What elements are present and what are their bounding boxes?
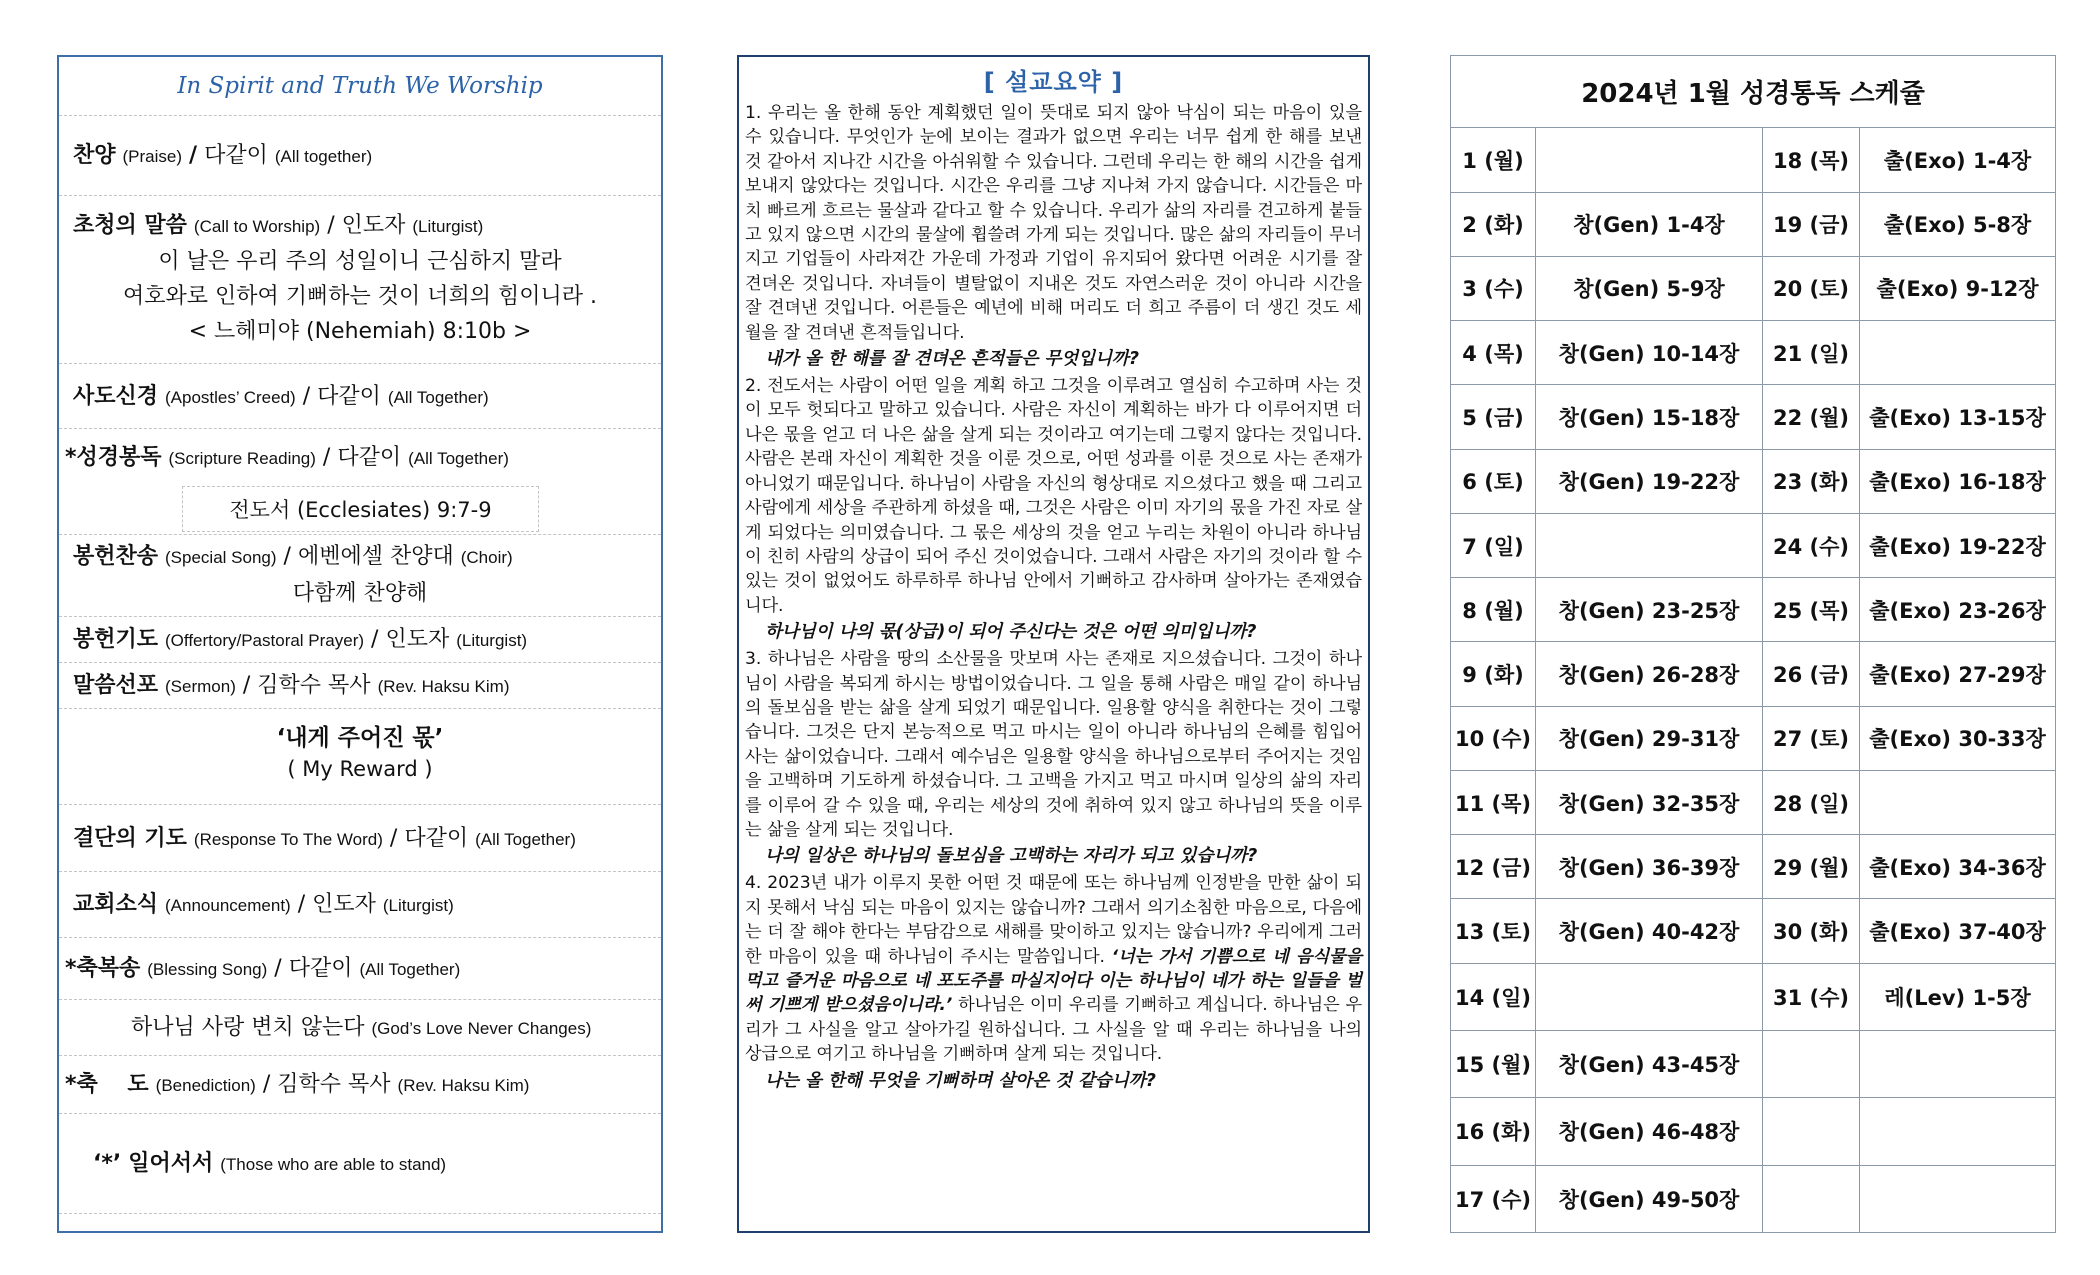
- schedule-reading-left: 창(Gen) 46-48장: [1536, 1098, 1763, 1165]
- schedule-reading-left: 창(Gen) 15-18장: [1536, 385, 1763, 449]
- schedule-row: [1451, 706, 2056, 770]
- stand-en: (Those who are able to stand): [220, 1155, 447, 1174]
- schedule-row: [1451, 963, 2056, 1030]
- schedule-day-right: 22 (월): [1763, 385, 1860, 449]
- reading-row: [59, 429, 661, 486]
- sermon-who-en: (Rev. Haksu Kim): [377, 677, 510, 696]
- p4-intro: 4. 2023년 내가 이루지 못한 어떤 것 때문에 또는 하나님께 인정받을 만한 삶이 되지 못해서 낙심 되는 마음이 있지는 않습니까? 그래서 의기소침한 마음으로, 다음에는 더 잘 해야 한다는 부담감으로 새해를 맞이하고 있지는 않습니까? 우리에게 그러한 마음이 있을 때 하나님이 주시는 말씀입니다.: [745, 873, 1362, 967]
- special-who-ko: 에벤에셀 찬양대: [297, 544, 454, 569]
- schedule-day-right: 29 (월): [1763, 835, 1860, 899]
- schedule-table: [1450, 55, 2056, 1233]
- summary-paragraph-2: 2. 전도서는 사람이 어떤 일을 계획 하고 그것을 이루려고 열심히 수고하며 사는 것이 모두 헛되다고 말하고 있습니다. 사람은 자신이 계획하는 바가 다 이루어지면 더 나은 몫을 얻고 더 나은 삶을 살게 되는 것이라고 여기는데 그렇지 않다는 것입니다. 사람은 본래 자신이 계획한 것을 이룬 것으로, 어떤 성과를 이룬 것으로 사는 존재가 아니었기 때문입니다. 하나님이 사람을 자신의 형상대로 지으셨다고 했을 때 그리고 사람에게 세상을 주관하게 하셨을 때, 그것은 사람은 이미 자기의 몫을 가진 자로 살게 되었다는 의미였습니다. 그 몫은 세상의 것을 얻고 누리는 차원이 아니라 하나님이 친히 사람의 상급이 되어 주신 것이었습니다. 그래서 사람은 자기의 것이라 할 수 있는 것이 없었어도 하루하루 하나님 안에서 기뻐하고 감사하며 살아가는 존재였습니다.: [745, 376, 1362, 616]
- schedule-reading-right: 출(Exo) 16-18장: [1860, 449, 2056, 513]
- schedule-day-right: 25 (목): [1763, 578, 1860, 642]
- blessing-song-en: (God’s Love Never Changes): [371, 1019, 592, 1038]
- schedule-reading-right: [1860, 1098, 2056, 1165]
- special-ko: 봉헌찬송: [73, 544, 159, 569]
- schedule-reading-right: [1860, 1165, 2056, 1232]
- reading-ko: *성경봉독: [65, 445, 162, 470]
- schedule-reading-left: 창(Gen) 23-25장: [1536, 578, 1763, 642]
- call-en: (Call to Worship): [193, 217, 321, 236]
- schedule-reading-left: 창(Gen) 36-39장: [1536, 835, 1763, 899]
- schedule-day-right: 30 (화): [1763, 899, 1860, 963]
- creed-en: (Apostles’ Creed): [165, 388, 296, 407]
- offertory-row: [59, 617, 661, 663]
- offertory-sep: /: [371, 627, 379, 652]
- schedule-reading-right: [1860, 770, 2056, 834]
- offertory-who-ko: 인도자: [385, 627, 450, 652]
- summary-paragraph-3: 3. 하나님은 사람을 땅의 소산물을 맛보며 사는 존재로 지으셨습니다. 그것이 하나님이 사람을 복되게 하시는 방법이었습니다. 그 일을 통해 사람은 매일 같이 하나님의 돌보심을 받는 삶을 살게 되었기 때문입니다. 일용할 양식을 취한다는 것이 그렇습니다. 그것은 단지 본능적으로 먹고 마시는 일이 아니라 하나님의 은혜를 힘입어 사는 삶이었습니다. 그래서 예수님은 일용할 양식을 하나님으로부터 주어지는 것임을 고백하며 기도하게 하셨습니다. 그 고백을 가지고 먹고 마시며 일상의 삶의 자리를 이루어 갈 수 있을 때, 우리는 세상의 것에 취하여 있지 않고 하나님의 뜻을 이루는 삶을 살게 되는 것입니다.: [745, 649, 1362, 840]
- schedule-day-left: 7 (일): [1451, 513, 1536, 577]
- schedule-day-left: 6 (토): [1451, 449, 1536, 513]
- passage-ko: 전도서: [229, 498, 291, 522]
- praise-who-ko: 다같이: [204, 143, 268, 168]
- announce-en: (Announcement): [165, 896, 291, 915]
- stand-ko: 일어서서: [128, 1151, 214, 1176]
- schedule-day-left: 9 (화): [1451, 642, 1536, 706]
- reading-sep: /: [322, 445, 331, 470]
- announce-ko: 교회소식: [73, 892, 159, 917]
- schedule-row: [1451, 770, 2056, 834]
- schedule-reading-left: 창(Gen) 5-9장: [1536, 256, 1763, 320]
- schedule-row: [1451, 192, 2056, 256]
- call-who-ko: 인도자: [341, 213, 406, 238]
- benediction-en: (Benediction): [155, 1076, 256, 1095]
- schedule-reading-right: 출(Exo) 23-26장: [1860, 578, 2056, 642]
- offertory-en: (Offertory/Pastoral Prayer): [165, 631, 365, 650]
- schedule-reading-right: [1860, 321, 2056, 385]
- sermon-row: [59, 663, 661, 709]
- sermon-summary: [737, 55, 1370, 1233]
- stand-mark: ‘*’: [93, 1151, 122, 1176]
- sermon-ko: 말씀선포: [73, 673, 159, 698]
- call-row: [59, 196, 661, 364]
- schedule-day-right: [1763, 1098, 1860, 1165]
- special-en: (Special Song): [165, 548, 277, 567]
- schedule-row: [1451, 128, 2056, 192]
- reading-en: (Scripture Reading): [168, 449, 316, 468]
- schedule-day-left: 14 (일): [1451, 963, 1536, 1030]
- schedule-day-left: 4 (목): [1451, 321, 1536, 385]
- offertory-ko: 봉헌기도: [73, 627, 159, 652]
- blessing-song-ko: 하나님 사랑 변치 않는다: [131, 1015, 365, 1040]
- schedule-day-right: [1763, 1031, 1860, 1098]
- schedule-reading-right: 출(Exo) 27-29장: [1860, 642, 2056, 706]
- summary-question-3: 나의 일상은 하나님의 돌보심을 고백하는 자리가 되고 있습니까?: [765, 846, 1258, 867]
- schedule-reading-right: 출(Exo) 37-40장: [1860, 899, 2056, 963]
- call-who-en: (Liturgist): [412, 217, 484, 236]
- schedule-day-right: 19 (금): [1763, 192, 1860, 256]
- schedule-reading-right: 출(Exo) 19-22장: [1860, 513, 2056, 577]
- announce-sep: /: [297, 892, 306, 917]
- schedule-row: [1451, 1031, 2056, 1098]
- sermon-sep: /: [242, 673, 251, 698]
- schedule-reading-left: [1536, 513, 1763, 577]
- call-line-1: 이 날은 우리 주의 성일이니 근심하지 말라: [158, 249, 562, 274]
- blessing-row: [59, 938, 661, 1000]
- reading-who-ko: 다같이: [337, 445, 402, 470]
- summary-paragraph-1: 1. 우리는 올 한해 동안 계획했던 일이 뜻대로 되지 않아 낙심이 되는 마음이 있을 수 있습니다. 무엇인가 눈에 보이는 결과가 없으면 우리는 너무 쉽게 한 해를 보낸 것 같아서 지나간 시간을 아쉬워할 수 있습니다. 그런데 우리는 한 해의 시간을 쉽게 보내지 않았다는 것입니다. 시간은 우리를 그냥 지나쳐 가지 않습니다. 시간들은 마치 빠르게 흐르는 물살과 같다고 할 수 있습니다. 우리가 삶의 자리를 견고하게 붙들고 있지 않으면 시간의 물살에 휩쓸려 가게 되는 것입니다. 많은 삶의 자리들이 무너지고 기업들이 사라져간 가운데 가정과 기업이 유지되어 왔다면 어려운 시기를 잘 견뎌온 것입니다. 자녀들이 별탈없이 지내온 것도 자연스러운 것이 아니라 시간을 잘 견뎌낸 것입니다. 어른들은 예년에 비해 머리도 더 희고 주름이 더 생긴 것도 세월을 잘 견뎌낸 흔적들입니다.: [745, 103, 1362, 343]
- blessing-who-ko: 다같이: [288, 956, 353, 981]
- praise-ko: 찬양: [73, 143, 116, 168]
- praise-who-en: (All together): [274, 147, 373, 166]
- stand-note-row: [59, 1114, 661, 1214]
- schedule-day-left: 17 (수): [1451, 1165, 1536, 1232]
- sermon-who-ko: 김학수 목사: [257, 673, 371, 698]
- schedule-row: [1451, 321, 2056, 385]
- benediction-ko: *축 도: [65, 1072, 149, 1097]
- schedule-day-right: 24 (수): [1763, 513, 1860, 577]
- creed-who-en: (All Together): [387, 388, 489, 407]
- schedule-day-left: 16 (화): [1451, 1098, 1536, 1165]
- passage-en: (Ecclesiates) 9:7-9: [296, 498, 492, 522]
- sermon-title-ko: ‘내게 주어진 몫’: [276, 725, 444, 751]
- schedule-reading-left: 창(Gen) 49-50장: [1536, 1165, 1763, 1232]
- special-song-title: 다함께 찬양해: [292, 581, 428, 606]
- response-en: (Response To The Word): [193, 830, 383, 849]
- response-who-en: (All Together): [475, 830, 576, 849]
- schedule-row: [1451, 1098, 2056, 1165]
- schedule-reading-left: 창(Gen) 40-42장: [1536, 899, 1763, 963]
- schedule-day-left: 15 (월): [1451, 1031, 1536, 1098]
- schedule-day-right: 18 (목): [1763, 128, 1860, 192]
- schedule-row: [1451, 899, 2056, 963]
- creed-who-ko: 다같이: [317, 384, 381, 409]
- schedule-row: [1451, 385, 2056, 449]
- announce-who-en: (Liturgist): [382, 896, 454, 915]
- schedule-day-right: 20 (토): [1763, 256, 1860, 320]
- response-row: [59, 805, 661, 872]
- schedule-day-left: 1 (월): [1451, 128, 1536, 192]
- schedule-reading-right: 출(Exo) 1-4장: [1860, 128, 2056, 192]
- call-sep: /: [327, 213, 335, 238]
- blessing-song-row: [59, 1000, 661, 1056]
- sermon-title-row: [59, 709, 661, 805]
- schedule-reading-left: 창(Gen) 19-22장: [1536, 449, 1763, 513]
- schedule-reading-left: [1536, 128, 1763, 192]
- blessing-ko: *축복송: [65, 956, 141, 981]
- special-song-row: [59, 535, 661, 617]
- schedule-day-left: 2 (화): [1451, 192, 1536, 256]
- schedule-reading-right: 출(Exo) 34-36장: [1860, 835, 2056, 899]
- reading-schedule: [1450, 55, 2055, 1233]
- schedule-day-left: 13 (토): [1451, 899, 1536, 963]
- creed-row: [59, 364, 661, 429]
- schedule-title: 2024년 1월 성경통독 스케쥴: [1451, 56, 2056, 128]
- announcement-row: [59, 872, 661, 938]
- creed-sep: /: [302, 384, 311, 409]
- schedule-reading-left: [1536, 963, 1763, 1030]
- schedule-reading-right: 출(Exo) 9-12장: [1860, 256, 2056, 320]
- sermon-en: (Sermon): [165, 677, 236, 696]
- summary-question-1: 내가 올 한 해를 잘 견뎌온 흔적들은 무엇입니까?: [765, 349, 1139, 370]
- reading-passage-row: [59, 486, 661, 535]
- worship-header: In Spirit and Truth We Worship: [59, 57, 661, 116]
- praise-row: [59, 116, 661, 196]
- schedule-day-left: 3 (수): [1451, 256, 1536, 320]
- benediction-who-ko: 김학수 목사: [277, 1072, 391, 1097]
- p4-conclusion: 하나님은 이미 우리를 기뻐하고 계십니다. 하나님은 우리가 그 사실을 알고 살아가길 원하십니다. 그 사실을 알 때 우리는 하나님을 나의 상급으로 여기고 하나님을 기뻐하며 살게 되는 것입니다.: [745, 995, 1362, 1065]
- schedule-row: [1451, 256, 2056, 320]
- schedule-day-left: 8 (월): [1451, 578, 1536, 642]
- schedule-day-left: 12 (금): [1451, 835, 1536, 899]
- summary-paragraph-4: [745, 871, 1362, 1066]
- schedule-reading-right: 레(Lev) 1-5장: [1860, 963, 2056, 1030]
- reading-passage-box: [182, 486, 539, 532]
- benediction-who-en: (Rev. Haksu Kim): [397, 1076, 530, 1095]
- special-who-en: (Choir): [460, 548, 513, 567]
- blessing-sep: /: [274, 956, 282, 981]
- p4-scripture-quote: ‘너는 가서 기쁨으로 네 음식물을 먹고 즐거운 마음으로 네 포도주를 마실지어다 이는 하나님이 네가 하는 일들을 벌써 기쁘게 받으셨음이니라.’: [745, 946, 1362, 1016]
- special-sep: /: [283, 544, 291, 569]
- summary-question-4: 나는 올 한해 무엇을 기뻐하며 살아온 것 같습니까?: [765, 1070, 1156, 1091]
- blessing-who-en: (All Together): [359, 960, 461, 979]
- praise-sep: /: [189, 143, 198, 168]
- schedule-reading-right: 출(Exo) 13-15장: [1860, 385, 2056, 449]
- schedule-reading-left: 창(Gen) 26-28장: [1536, 642, 1763, 706]
- schedule-day-right: 23 (화): [1763, 449, 1860, 513]
- blessing-en: (Blessing Song): [147, 960, 268, 979]
- response-who-ko: 다같이: [404, 826, 469, 851]
- schedule-day-left: 10 (수): [1451, 706, 1536, 770]
- benediction-row: [59, 1056, 661, 1114]
- call-ko: 초청의 말씀: [73, 213, 187, 238]
- schedule-day-right: 31 (수): [1763, 963, 1860, 1030]
- schedule-day-right: 27 (토): [1763, 706, 1860, 770]
- order-of-worship: [57, 55, 663, 1233]
- schedule-reading-left: 창(Gen) 29-31장: [1536, 706, 1763, 770]
- schedule-row: [1451, 835, 2056, 899]
- schedule-reading-left: 창(Gen) 1-4장: [1536, 192, 1763, 256]
- creed-ko: 사도신경: [73, 384, 159, 409]
- schedule-row: [1451, 642, 2056, 706]
- benediction-sep: /: [262, 1072, 271, 1097]
- schedule-reading-right: 출(Exo) 5-8장: [1860, 192, 2056, 256]
- schedule-reading-right: 출(Exo) 30-33장: [1860, 706, 2056, 770]
- schedule-day-right: 26 (금): [1763, 642, 1860, 706]
- reading-who-en: (All Together): [408, 449, 509, 468]
- sermon-title-en: ( My Reward ): [287, 757, 433, 781]
- response-ko: 결단의 기도: [73, 826, 187, 851]
- schedule-row: [1451, 578, 2056, 642]
- schedule-reading-left: 창(Gen) 43-45장: [1536, 1031, 1763, 1098]
- schedule-day-right: [1763, 1165, 1860, 1232]
- call-reference: < 느헤미야 (Nehemiah) 8:10b >: [188, 319, 532, 344]
- schedule-day-right: 21 (일): [1763, 321, 1860, 385]
- sermon-summary-title: [ 설교요약 ]: [983, 68, 1124, 96]
- praise-en: (Praise): [122, 147, 183, 166]
- response-sep: /: [389, 826, 398, 851]
- schedule-reading-right: [1860, 1031, 2056, 1098]
- schedule-row: [1451, 449, 2056, 513]
- schedule-day-right: 28 (일): [1763, 770, 1860, 834]
- call-line-2: 여호와로 인하여 기뻐하는 것이 너희의 힘이니라 .: [123, 284, 597, 309]
- schedule-day-left: 11 (목): [1451, 770, 1536, 834]
- announce-who-ko: 인도자: [312, 892, 376, 917]
- offertory-who-en: (Liturgist): [456, 631, 528, 650]
- schedule-day-left: 5 (금): [1451, 385, 1536, 449]
- schedule-reading-left: 창(Gen) 10-14장: [1536, 321, 1763, 385]
- schedule-reading-left: 창(Gen) 32-35장: [1536, 770, 1763, 834]
- schedule-row: [1451, 1165, 2056, 1232]
- schedule-row: [1451, 513, 2056, 577]
- summary-question-2: 하나님이 나의 몫(상급)이 되어 주신다는 것은 어떤 의미입니까?: [765, 622, 1257, 643]
